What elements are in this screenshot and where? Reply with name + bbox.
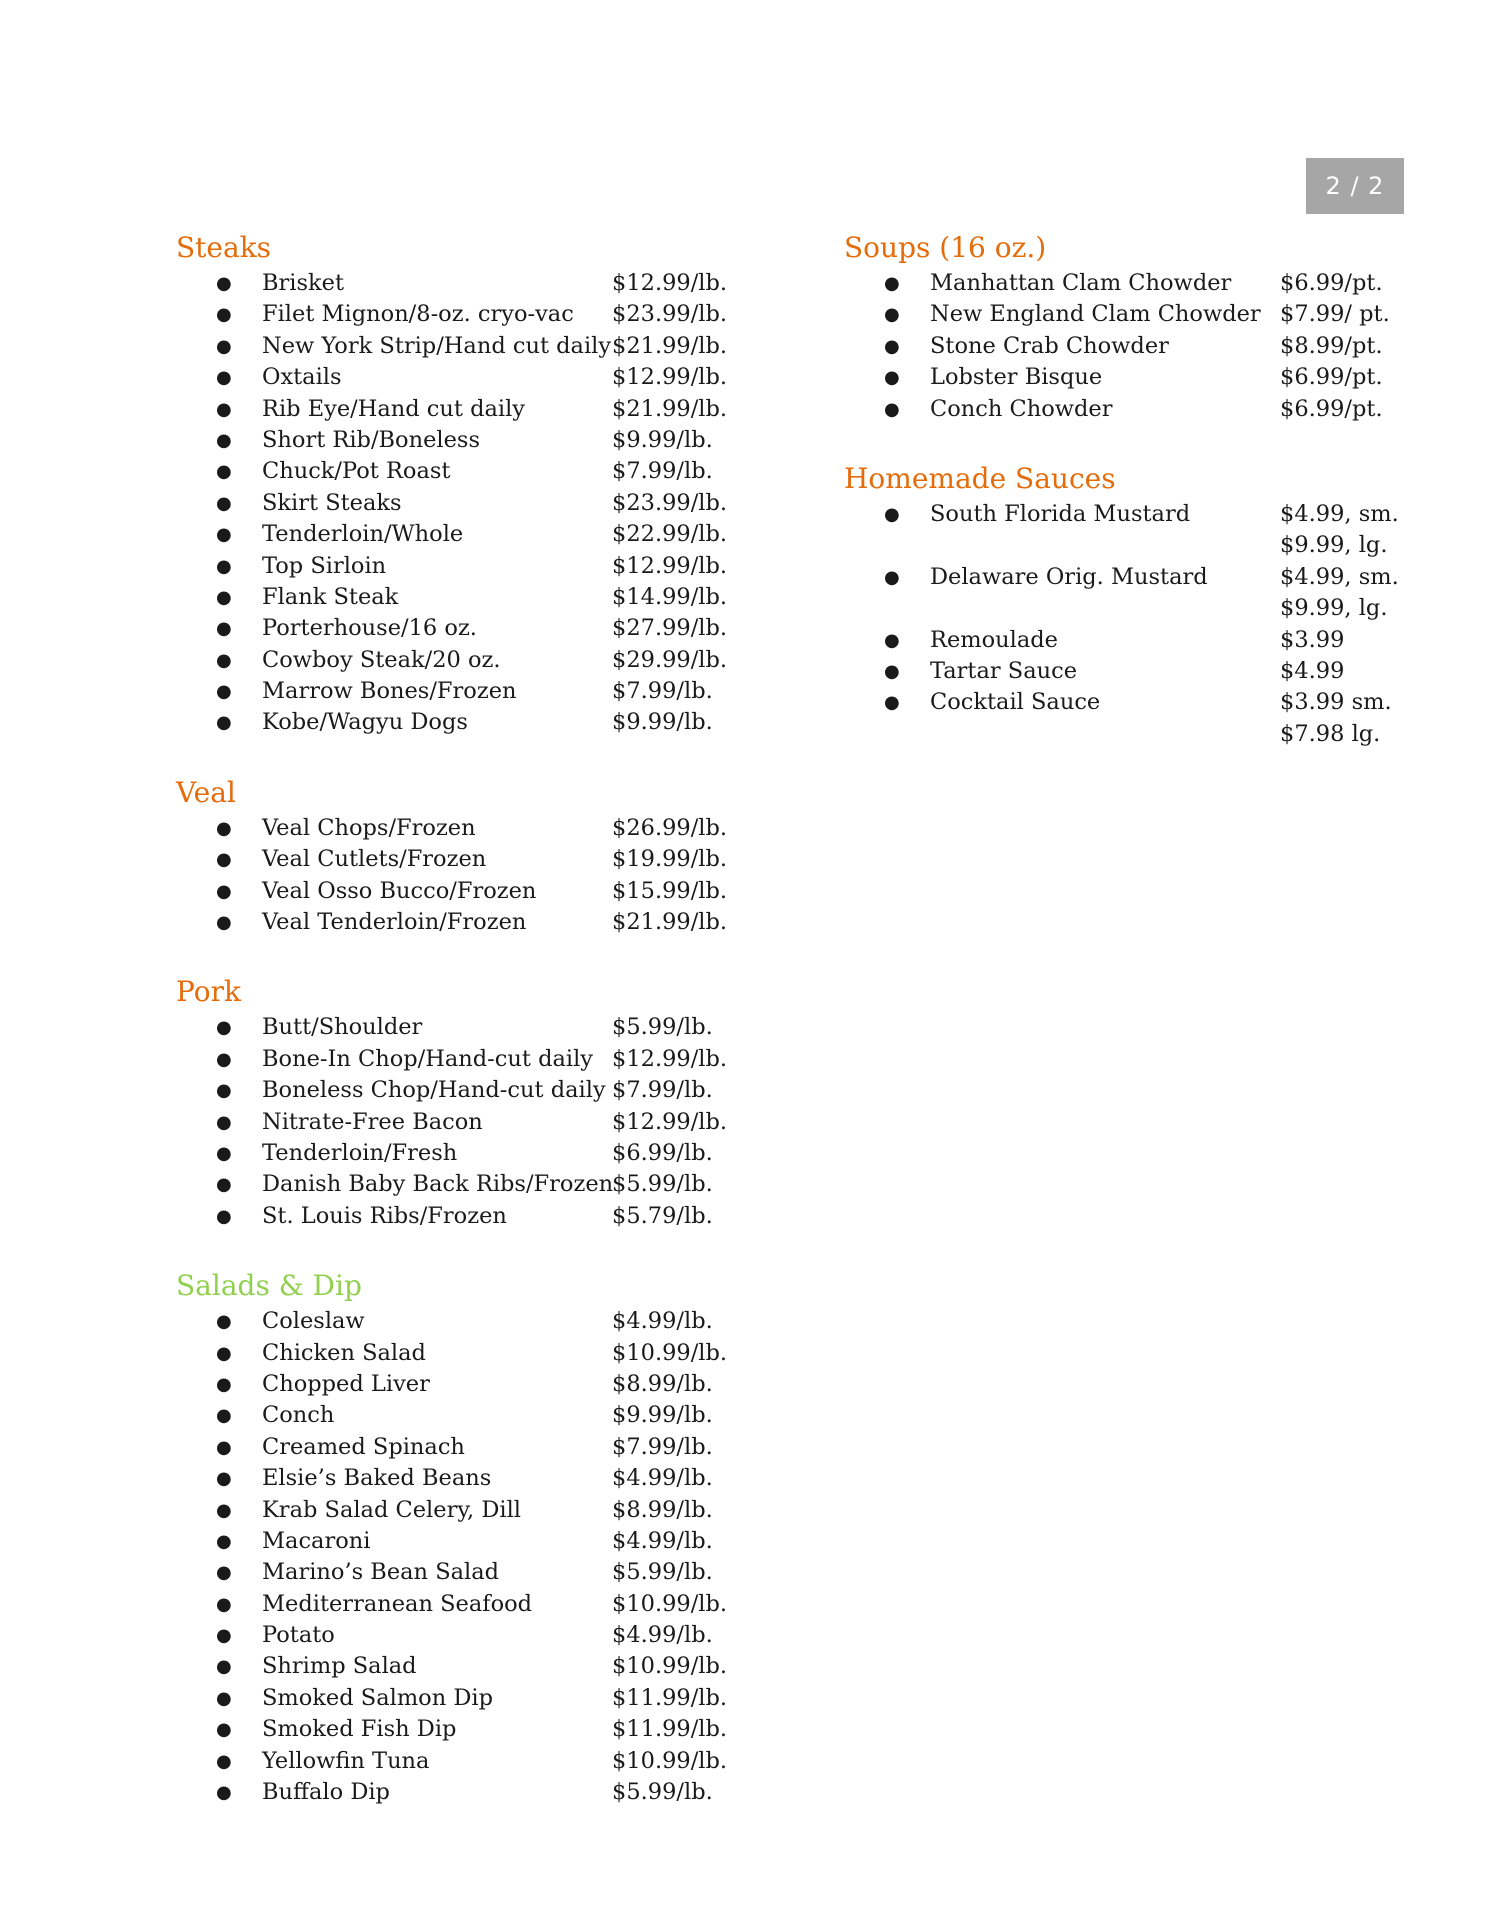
- page-number-badge: 2 / 2: [1306, 158, 1404, 214]
- item-name: Bone-In Chop/Hand-cut daily: [262, 1045, 593, 1072]
- item-price: $12.99/lb.: [612, 364, 728, 391]
- list-item: [176, 551, 756, 582]
- list-item: [176, 1400, 756, 1431]
- bullet-icon: ●: [216, 335, 232, 357]
- item-name: Veal Osso Bucco/Frozen: [262, 877, 537, 904]
- bullet-icon: ●: [884, 503, 900, 525]
- bullet-icon: ●: [216, 1593, 232, 1615]
- item-price: $9.99/lb.: [612, 426, 713, 453]
- item-name: St. Louis Ribs/Frozen: [262, 1202, 507, 1229]
- section-homemade-sauces: [844, 459, 1404, 750]
- bullet-icon: ●: [216, 398, 232, 420]
- item-price: $7.99/lb.: [612, 1433, 713, 1460]
- item-price: [1280, 562, 1399, 625]
- item-price: $21.99/lb.: [612, 332, 728, 359]
- bullet-icon: ●: [216, 1530, 232, 1552]
- list-item: [176, 582, 756, 613]
- list-item: [844, 687, 1404, 750]
- item-name: Danish Baby Back Ribs/Frozen: [262, 1171, 614, 1198]
- list-item: [176, 676, 756, 707]
- item-name: Chuck/Pot Roast: [262, 458, 451, 485]
- bullet-icon: ●: [884, 273, 900, 294]
- item-name: Delaware Orig. Mustard: [930, 563, 1208, 590]
- item-price: $21.99/lb.: [612, 395, 728, 422]
- bullet-icon: ●: [216, 1562, 232, 1584]
- item-price: $10.99/lb.: [612, 1590, 728, 1617]
- item-price: $22.99/lb.: [612, 521, 728, 548]
- list-item: [176, 1369, 756, 1400]
- item-price: $5.99/lb.: [612, 1014, 713, 1041]
- item-price: $27.99/lb.: [612, 615, 728, 642]
- bullet-icon: ●: [216, 524, 232, 546]
- item-name: Smoked Fish Dip: [262, 1716, 457, 1743]
- item-name: Short Rib/Boneless: [262, 426, 481, 453]
- list-item: [844, 499, 1404, 562]
- item-name: Top Sirloin: [262, 552, 387, 579]
- list-item: [176, 488, 756, 519]
- list-item: [176, 331, 756, 362]
- item-price: $7.99/lb.: [612, 1077, 713, 1104]
- bullet-icon: ●: [216, 1342, 232, 1364]
- item-name: Tartar Sauce: [930, 657, 1078, 684]
- bullet-icon: ●: [216, 1017, 232, 1039]
- list-item: [844, 362, 1404, 393]
- item-name: Nitrate-Free Bacon: [262, 1108, 483, 1135]
- bullet-icon: ●: [216, 1048, 232, 1070]
- list-item: [844, 625, 1404, 656]
- bullet-icon: ●: [216, 555, 232, 577]
- list-item: [176, 645, 756, 676]
- list-item: [176, 1338, 756, 1369]
- bullet-icon: ●: [216, 1625, 232, 1647]
- bullet-icon: ●: [216, 367, 232, 389]
- list-item: [176, 1589, 756, 1620]
- item-price: $8.99/lb.: [612, 1496, 713, 1523]
- item-name: Brisket: [262, 270, 345, 296]
- bullet-icon: ●: [884, 304, 900, 326]
- bullet-icon: ●: [216, 817, 232, 839]
- list-item: [176, 1012, 756, 1043]
- item-price: $4.99: [1280, 657, 1345, 684]
- item-price: $19.99/lb.: [612, 846, 728, 873]
- list-item: [176, 1201, 756, 1232]
- price-large: $9.99, lg.: [1280, 532, 1388, 559]
- item-name: Manhattan Clam Chowder: [930, 270, 1232, 296]
- item-name: Lobster Bisque: [930, 364, 1103, 391]
- item-price: $9.99/lb.: [612, 709, 713, 736]
- item-price: $5.99/lb.: [612, 1559, 713, 1586]
- price-small: $4.99, sm.: [1280, 500, 1399, 527]
- item-name: Chopped Liver: [262, 1370, 430, 1397]
- item-price: $14.99/lb.: [612, 583, 728, 610]
- list-item: [176, 394, 756, 425]
- item-name: Veal Cutlets/Frozen: [262, 846, 487, 873]
- list-item: [844, 394, 1404, 425]
- list-item: [176, 1107, 756, 1138]
- list-item: [844, 656, 1404, 687]
- bullet-icon: ●: [216, 712, 232, 734]
- list-item: [844, 299, 1404, 330]
- list-item: [176, 519, 756, 550]
- item-name: Marrow Bones/Frozen: [262, 678, 517, 705]
- section-veal: [176, 773, 756, 939]
- item-price: $12.99/lb.: [612, 552, 728, 579]
- section-steaks: [176, 228, 756, 739]
- item-price: $5.79/lb.: [612, 1202, 713, 1229]
- item-name: Rib Eye/Hand cut daily: [262, 395, 526, 422]
- list-item: [176, 1620, 756, 1651]
- list-item: [176, 1169, 756, 1200]
- list-item: [176, 268, 756, 299]
- bullet-icon: ●: [216, 1311, 232, 1333]
- bullet-icon: ●: [216, 1142, 232, 1164]
- section-pork: [176, 972, 756, 1232]
- item-price: $12.99/lb.: [612, 1045, 728, 1072]
- item-price: $8.99/lb.: [612, 1370, 713, 1397]
- item-name: Smoked Salmon Dip: [262, 1684, 493, 1711]
- item-price: $3.99: [1280, 626, 1345, 653]
- bullet-icon: ●: [216, 912, 232, 934]
- list-item: [176, 1526, 756, 1557]
- bullet-icon: ●: [216, 1436, 232, 1458]
- list-item: [176, 907, 756, 938]
- list-item: [176, 456, 756, 487]
- list-item: [176, 876, 756, 907]
- item-price: $23.99/lb.: [612, 301, 728, 328]
- item-name: Creamed Spinach: [262, 1433, 465, 1460]
- bullet-icon: ●: [216, 1468, 232, 1490]
- list-item: [176, 1714, 756, 1745]
- item-price: $6.99/pt.: [1280, 364, 1383, 391]
- bullet-icon: ●: [884, 367, 900, 389]
- item-name: New England Clam Chowder: [930, 301, 1261, 328]
- list-item: [176, 1075, 756, 1106]
- list-item: [176, 1651, 756, 1682]
- item-price: $10.99/lb.: [612, 1653, 728, 1680]
- bullet-icon: ●: [216, 1174, 232, 1196]
- price-large: $9.99, lg.: [1280, 595, 1388, 622]
- bullet-icon: ●: [216, 1405, 232, 1427]
- section-salads-dip: [176, 1266, 756, 1808]
- item-price: $6.99/pt.: [1280, 395, 1383, 422]
- bullet-icon: ●: [216, 1080, 232, 1102]
- item-name: Butt/Shoulder: [262, 1014, 423, 1041]
- item-price: [1280, 499, 1399, 562]
- item-price: $4.99/lb.: [612, 1308, 713, 1335]
- item-price: $7.99/lb.: [612, 678, 713, 705]
- bullet-icon: ●: [216, 1782, 232, 1804]
- bullet-icon: ●: [216, 649, 232, 671]
- bullet-icon: ●: [216, 429, 232, 451]
- bullet-icon: ●: [216, 1373, 232, 1395]
- list-item: [176, 1777, 756, 1808]
- section-title: Veal: [176, 775, 236, 809]
- item-name: Veal Chops/Frozen: [262, 814, 476, 841]
- item-name: Tenderloin/Whole: [262, 521, 464, 548]
- list-item: [176, 362, 756, 393]
- item-price: $5.99/lb.: [612, 1779, 713, 1806]
- right-column: [844, 228, 1404, 784]
- item-name: Coleslaw: [262, 1308, 365, 1335]
- bullet-icon: ●: [216, 1205, 232, 1227]
- item-name: Filet Mignon/8-oz. cryo-vac: [262, 301, 574, 328]
- bullet-icon: ●: [884, 629, 900, 651]
- item-name: Elsie’s Baked Beans: [262, 1465, 492, 1492]
- bullet-icon: ●: [216, 586, 232, 608]
- list-item: [176, 1306, 756, 1337]
- list-item: [176, 613, 756, 644]
- section-title: Soups (16 oz.): [844, 231, 1047, 264]
- list-item: [176, 1432, 756, 1463]
- item-list: [844, 268, 1404, 425]
- item-name: Flank Steak: [262, 583, 399, 610]
- list-item: [176, 1683, 756, 1714]
- item-name: Remoulade: [930, 626, 1058, 653]
- item-name: Skirt Steaks: [262, 489, 402, 516]
- item-list: [176, 1306, 756, 1808]
- item-name: Cowboy Steak/20 oz.: [262, 646, 501, 673]
- bullet-icon: ●: [216, 849, 232, 871]
- list-item: [176, 425, 756, 456]
- price-large: $7.98 lg.: [1280, 720, 1381, 747]
- item-price: $6.99/pt.: [1280, 270, 1383, 296]
- price-small: $3.99 sm.: [1280, 689, 1392, 716]
- item-name: Kobe/Wagyu Dogs: [262, 709, 468, 736]
- list-item: [176, 707, 756, 738]
- item-name: Krab Salad Celery, Dill: [262, 1496, 521, 1523]
- item-name: Buffalo Dip: [262, 1779, 390, 1806]
- list-item: [176, 1495, 756, 1526]
- list-item: [176, 1557, 756, 1588]
- list-item: [176, 844, 756, 875]
- bullet-icon: ●: [216, 1687, 232, 1709]
- item-price: $6.99/lb.: [612, 1139, 713, 1166]
- list-item: [844, 268, 1404, 299]
- list-item: [176, 1138, 756, 1169]
- bullet-icon: ●: [216, 273, 232, 294]
- bullet-icon: ●: [216, 880, 232, 902]
- bullet-icon: ●: [216, 304, 232, 326]
- item-name: Stone Crab Chowder: [930, 332, 1169, 359]
- item-price: $23.99/lb.: [612, 489, 728, 516]
- item-name: Boneless Chop/Hand-cut daily: [262, 1077, 606, 1104]
- section-title: Steaks: [176, 231, 272, 264]
- item-price: [1280, 687, 1392, 750]
- item-price: $4.99/lb.: [612, 1527, 713, 1554]
- item-price: $10.99/lb.: [612, 1747, 728, 1774]
- price-small: $4.99, sm.: [1280, 563, 1399, 590]
- item-list: [176, 1012, 756, 1232]
- item-price: $4.99/lb.: [612, 1622, 713, 1649]
- bullet-icon: ●: [884, 692, 900, 714]
- bullet-icon: ●: [216, 1750, 232, 1772]
- bullet-icon: ●: [216, 1111, 232, 1133]
- list-item: [176, 1746, 756, 1777]
- section-title: Homemade Sauces: [844, 461, 1116, 495]
- item-name: Mediterranean Seafood: [262, 1590, 533, 1617]
- list-item: [176, 299, 756, 330]
- item-price: $8.99/pt.: [1280, 332, 1383, 359]
- bullet-icon: ●: [216, 681, 232, 703]
- item-list: [176, 813, 756, 939]
- item-name: Potato: [262, 1622, 335, 1649]
- bullet-icon: ●: [216, 492, 232, 514]
- list-item: [844, 562, 1404, 625]
- item-name: Veal Tenderloin/Frozen: [262, 909, 527, 936]
- item-name: Tenderloin/Fresh: [262, 1139, 458, 1166]
- item-price: $7.99/ pt.: [1280, 301, 1390, 328]
- item-name: New York Strip/Hand cut daily: [262, 332, 612, 359]
- bullet-icon: ●: [216, 1719, 232, 1741]
- item-price: $29.99/lb.: [612, 646, 728, 673]
- item-name: Macaroni: [262, 1527, 371, 1554]
- item-name: Yellowfin Tuna: [262, 1747, 430, 1774]
- item-price: $11.99/lb.: [612, 1684, 728, 1711]
- bullet-icon: ●: [216, 618, 232, 640]
- item-name: Conch Chowder: [930, 395, 1113, 422]
- section-title: Salads & Dip: [176, 1269, 362, 1303]
- item-name: Conch: [262, 1402, 335, 1429]
- bullet-icon: ●: [216, 1499, 232, 1521]
- item-name: Cocktail Sauce: [930, 689, 1101, 716]
- item-name: Chicken Salad: [262, 1339, 426, 1366]
- item-name: Porterhouse/16 oz.: [262, 615, 477, 642]
- item-name: Marino’s Bean Salad: [262, 1559, 500, 1586]
- bullet-icon: ●: [884, 398, 900, 420]
- bullet-icon: ●: [216, 461, 232, 483]
- item-price: $12.99/lb.: [612, 270, 728, 296]
- item-price: $4.99/lb.: [612, 1465, 713, 1492]
- item-price: $15.99/lb.: [612, 877, 728, 904]
- item-price: $11.99/lb.: [612, 1716, 728, 1743]
- item-name: Shrimp Salad: [262, 1653, 417, 1680]
- list-item: [176, 1463, 756, 1494]
- bullet-icon: ●: [216, 1656, 232, 1678]
- list-item: [176, 813, 756, 844]
- bullet-icon: ●: [884, 660, 900, 682]
- item-list: [176, 268, 756, 739]
- item-price: $12.99/lb.: [612, 1108, 728, 1135]
- item-price: $26.99/lb.: [612, 814, 728, 841]
- left-column: [176, 228, 756, 1842]
- section-soups: [844, 228, 1404, 425]
- item-name: South Florida Mustard: [930, 500, 1191, 527]
- section-title: Pork: [176, 975, 241, 1009]
- item-price: $9.99/lb.: [612, 1402, 713, 1429]
- list-item: [176, 1044, 756, 1075]
- list-item: [844, 331, 1404, 362]
- item-price: $21.99/lb.: [612, 909, 728, 936]
- item-list: [844, 499, 1404, 750]
- item-name: Oxtails: [262, 364, 342, 391]
- bullet-icon: ●: [884, 335, 900, 357]
- item-price: $5.99/lb.: [612, 1171, 713, 1198]
- item-price: $10.99/lb.: [612, 1339, 728, 1366]
- bullet-icon: ●: [884, 566, 900, 588]
- item-price: $7.99/lb.: [612, 458, 713, 485]
